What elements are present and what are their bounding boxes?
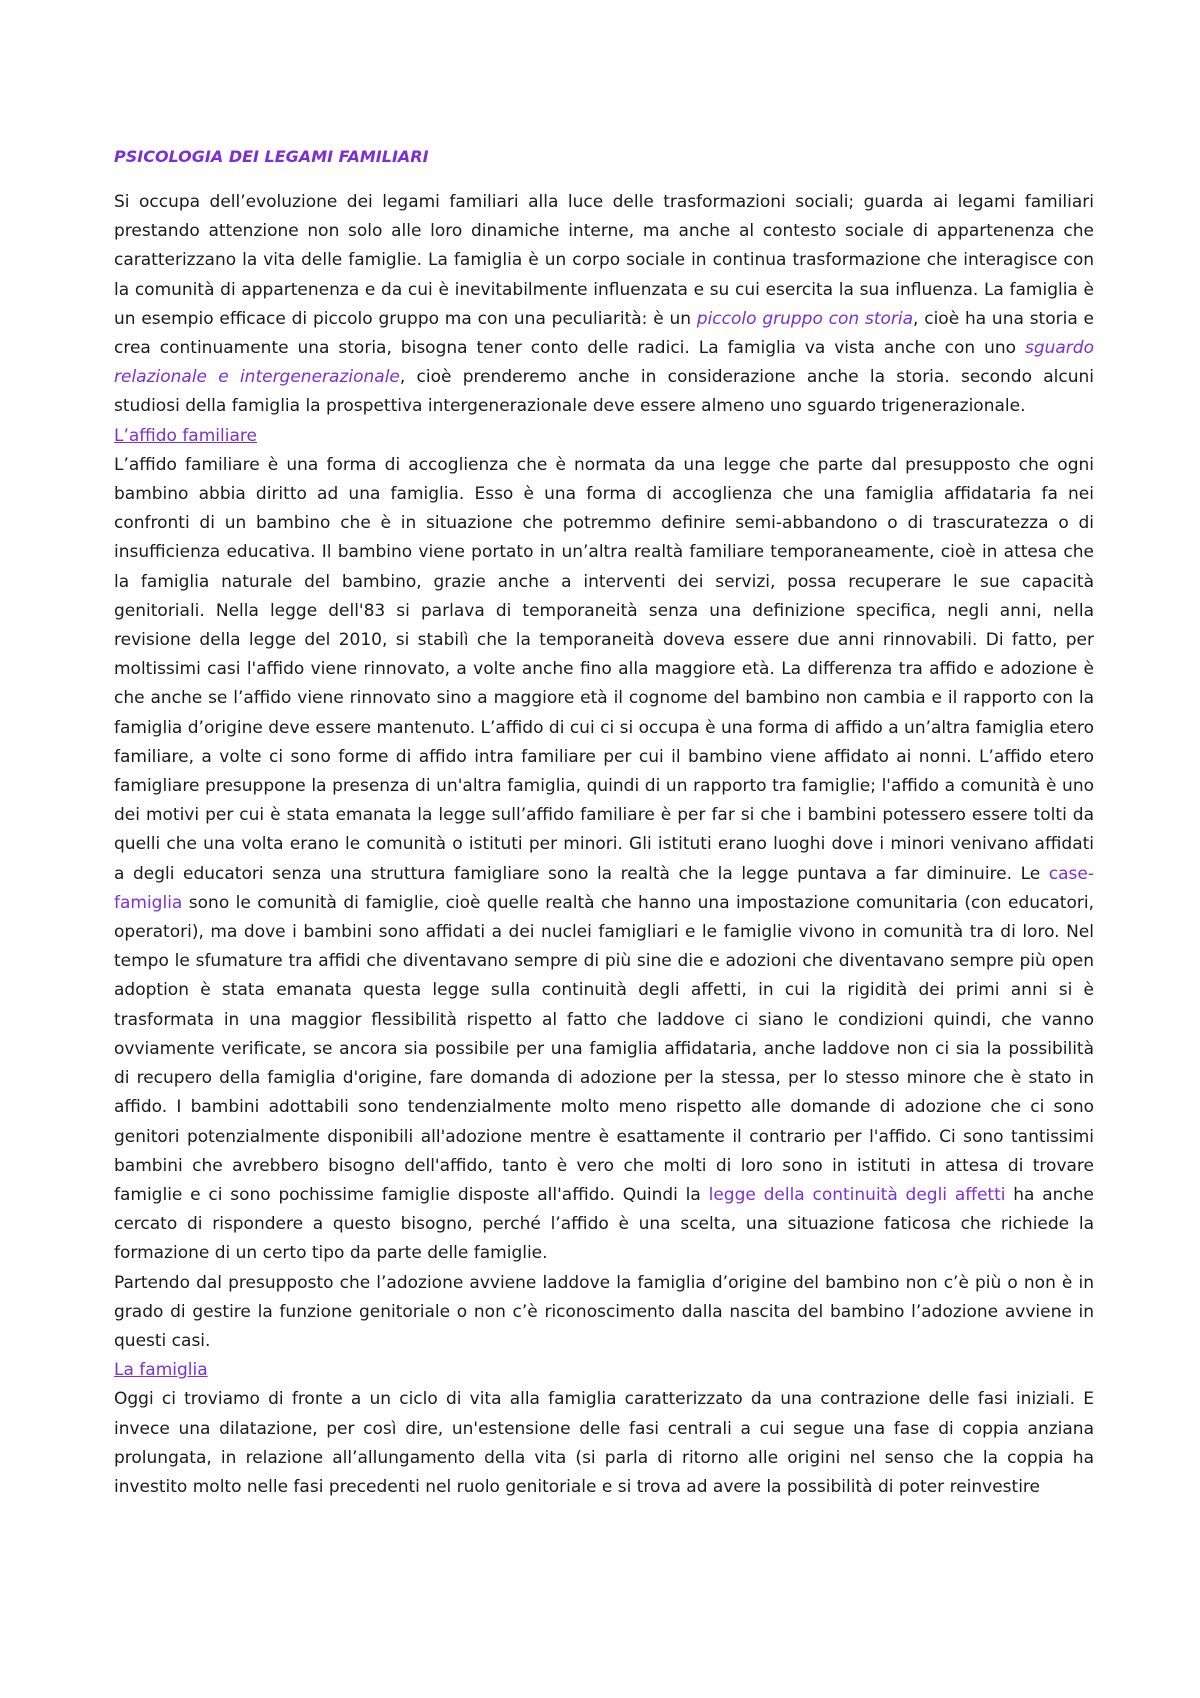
- document-title: PSICOLOGIA DEI LEGAMI FAMILIARI: [114, 147, 429, 166]
- section-heading-affido: L’affido familiare: [114, 425, 257, 446]
- intro-text-1: Si occupa dell’evoluzione dei legami familiari alla luce delle trasformazioni sociali; guarda ai legami familiari prestando attenzione non solo alle loro dinamiche interne, ma anche al contesto sociale di appartenenza che caratterizzano la vita delle famiglie. La famiglia è un corpo sociale in continua trasformazione che interagisce con la comunità di appartenenza e da cui è inevitabilmente influenzata e su cui esercita la sua influenza. La famiglia è un esempio efficace di piccolo gruppo ma con una peculiarità: è un: [114, 192, 1094, 329]
- affido-text-1: L’affido familiare è una forma di accoglienza che è normata da una legge che parte dal presupposto che ogni bambino abbia diritto ad una famiglia. Esso è una forma di accoglienza che una famiglia affidataria fa nei confronti di un bambino che è in situazione che potremmo definire semi-abbandono o di trascuratezza o di insufficienza educativa. Il bambino viene portato in un’altra realtà familiare temporaneamente, cioè in attesa che la famiglia naturale del bambino, grazie anche a interventi dei servizi, possa recuperare le sue capacità genitoriali. Nella legge dell'83 si parlava di temporaneità senza una definizione specifica, negli anni, nella revisione della legge del 2010, si stabilì che la temporaneità doveva essere due anni rinnovabili. Di fatto, per moltissimi casi l'affido viene rinnovato, a volte anche fino alla maggiore età. La differenza tra affido e adozione è che anche se l’affido viene rinnovato sino a maggiore età il cognome del bambino non cambia e il rapporto con la famiglia d’origine deve essere mantenuto. L’affido di cui ci si occupa è una forma di affido a un’altra famiglia etero familiare, a volte ci sono forme di affido intra familiare per cui il bambino viene affidato ai nonni. L’affido etero famigliare presuppone la presenza di un'altra famiglia, quindi di un rapporto tra famiglie; l'affido a comunità è uno dei motivi per cui è stata emanata la legge sull’affido familiare è per far si che i bambini potessero essere tolti da quelli che una volta erano le comunità o istituti per minori. Gli istituti erano luoghi dove i minori venivano affidati a degli educatori senza una struttura famigliare sono la realtà che la legge puntava a far diminuire. Le: [114, 454, 1094, 884]
- section-heading-famiglia: La famiglia: [114, 1360, 208, 1381]
- famiglia-paragraph: Oggi ci troviamo di fronte a un ciclo di vita alla famiglia caratterizzato da una contrazione delle fasi iniziali. E invece una dilatazione, per così dire, un'estensione delle fasi centrali a cui segue una fase di coppia anziana prolungata, in relazione all’allungamento della vita (si parla di ritorno alle origini nel senso che la coppia ha investito molto nelle fasi precedenti nel ruolo genitoriale e si trova ad avere la possibilità di poter reinvestire: [114, 1389, 1094, 1497]
- highlight-sguardo-relazionale: sguardo relazionale e intergenerazionale: [114, 338, 1094, 388]
- affido-text-2: sono le comunità di famiglie, cioè quelle realtà che hanno una impostazione comunitaria (con educatori, operatori), ma dove i bambini sono affidati a dei nuclei famigliari e le famiglie vivono in comunità tra di loro. Nel tempo le sfumature tra affidi che diventavano sempre di più sine die e adozioni che diventavano sempre più open adoption è stata emanata questa legge sulla continuità degli affetti, in cui la rigidità dei primi anni si è trasformata in una maggior flessibilità rispetto al fatto che laddove ci siano le condizioni quindi, che vanno ovviamente verificate, se ancora sia possibile per una famiglia affidataria, anche laddove non ci sia la possibilità di recupero della famiglia d'origine, fare domanda di adozione per la stessa, per lo stesso minore che è stato in affido. I bambini adottabili sono tendenzialmente molto meno rispetto alle domande di adozione che ci sono genitori potenzialmente disponibili all'adozione mentre è esattamente il contrario per l'affido. Ci sono tantissimi bambini che avrebbero bisogno dell'affido, tanto è vero che molti di loro sono in istituti in attesa di trovare famiglie e ci sono pochissime famiglie disposte all'affido. Quindi la: [114, 892, 1094, 1205]
- highlight-piccolo-gruppo-con-storia: piccolo gruppo con storia: [696, 308, 914, 329]
- highlight-case-famiglia: case-famiglia: [114, 863, 1094, 913]
- affido-paragraph: [114, 451, 1094, 1269]
- intro-text-3: , cioè prenderemo anche in considerazione anche la storia. secondo alcuni studiosi della famiglia la prospettiva intergenerazionale deve essere almeno uno sguardo trigenerazionale.: [114, 367, 1094, 417]
- highlight-legge-continuita-affetti: legge della continuità degli affetti: [708, 1184, 1006, 1205]
- intro-paragraph: [114, 188, 1094, 422]
- affido-text-3: ha anche cercato di rispondere a questo bisogno, perché l’affido è una scelta, una situazione faticosa che richiede la formazione di un certo tipo da parte delle famiglie.: [114, 1184, 1094, 1264]
- intro-text-2: , cioè ha una storia e crea continuamente una storia, bisogna tener conto delle radici. La famiglia va vista anche con uno: [114, 308, 1094, 359]
- adozione-paragraph: Partendo dal presupposto che l’adozione avviene laddove la famiglia d’origine del bambino non c’è più o non è in grado di gestire la funzione genitoriale o non c’è riconoscimento dalla nascita del bambino l’adozione avviene in questi casi.: [114, 1272, 1094, 1351]
